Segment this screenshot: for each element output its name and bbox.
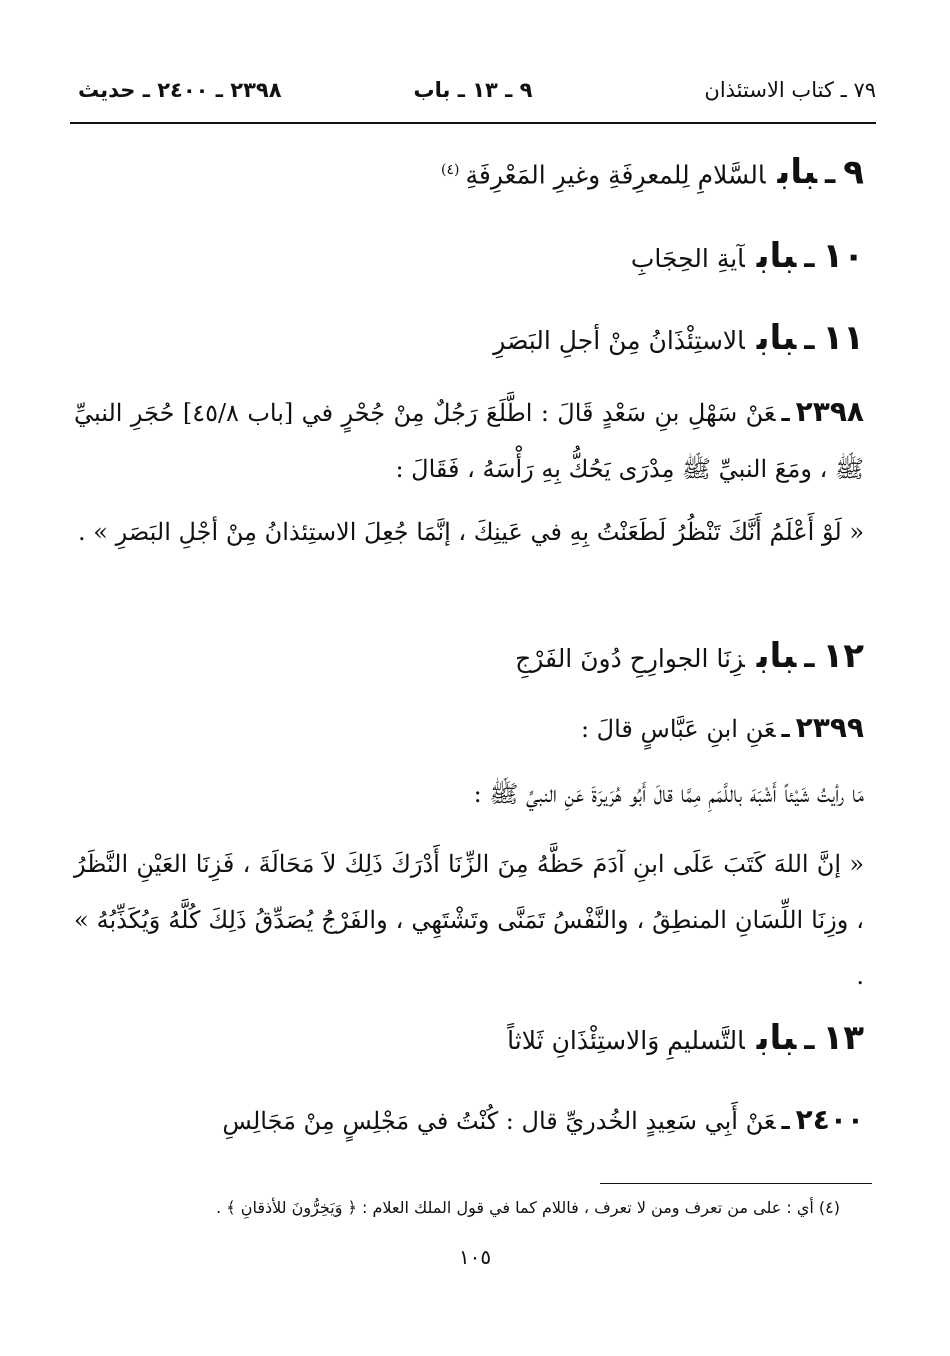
chapter-word: باب — [756, 318, 797, 358]
hadith-number: ٢٣٩٩ — [795, 711, 864, 744]
chapter-title: التَّسليمِ وَالاستِئْذَانِ ثَلاثاً — [507, 1026, 745, 1055]
hadith-2399 — [74, 700, 864, 757]
footnote: (٤) أي : على من تعرف ومن لا تعرف ، فاللام كما في قول الملك العلام : ﴿ وَيَخِرُّونَ للأذقانِ ﴾ . — [216, 1198, 840, 1217]
hadith-intro: عَنْ أَبِي سَعِيدٍ الخُدريِّ قال : كُنْتُ في مَجْلِسٍ مِنْ مَجَالِسِ — [222, 1107, 776, 1135]
footnote-marker[interactable]: (٤) — [441, 162, 460, 178]
chapter-word: باب — [756, 636, 797, 676]
chapter-heading-12 — [74, 636, 864, 679]
chapter-dash: ـ — [824, 156, 836, 192]
chapter-number: ١٠ — [822, 236, 864, 276]
chapter-dash: ـ — [804, 240, 815, 275]
chapter-word: باب — [756, 236, 797, 276]
header-chapter-range: ٩ ـ ١٣ ـ باب — [413, 78, 533, 102]
chapter-number: ١١ — [822, 318, 864, 358]
hadith-dash: ـ — [781, 715, 790, 743]
chapter-heading-11 — [74, 318, 864, 361]
chapter-title: آيةِ الحِجَابِ — [630, 244, 745, 273]
header-divider — [70, 122, 876, 124]
chapter-title: زِنَا الجوارِحِ دُونَ الفَرْجِ — [515, 644, 745, 673]
chapter-dash: ـ — [804, 322, 815, 357]
chapter-dash: ـ — [804, 640, 815, 675]
hadith-2398-text: « لَوْ أَعْلَمُ أَنَّكَ تَنْظُرُ لَطَعَنْتُ بِهِ في عَينِكَ ، إنَّمَا جُعِلَ الاستِئذانُ مِنْ أجْلِ البَصَرِ » . — [78, 518, 864, 546]
hadith-2400 — [74, 1092, 864, 1149]
hadith-intro-continued: حُجَرِ النبيِّ ﷺ ، ومَعَ النبيِّ ﷺ مِدْرَى يَحُكُّ بِهِ رَأْسَهُ ، فَقَالَ : — [74, 399, 864, 483]
header-book-title: ٧٩ ـ كتاب الاستئذان — [704, 78, 876, 102]
hadith-2399-narration: مَا رأيتُ شَيْئاً أَشْبَهَ باللَّمَمِ مِمَّا قالَ أَبُو هُرَيرَةَ عَنِ النبيِّ ﷺ : — [473, 780, 864, 808]
chapter-heading-9 — [74, 150, 864, 195]
hadith-dash: ـ — [781, 399, 790, 427]
chapter-word: باب — [756, 1018, 797, 1058]
chapter-number: ١٢ — [822, 636, 864, 676]
chapter-number: ١٣ — [822, 1018, 864, 1058]
chapter-number: ٩ — [843, 152, 864, 193]
hadith-intro: عَنْ سَهْلِ بنِ سَعْدٍ قَالَ : اطَّلَعَ رَجُلٌ مِنْ جُحْرٍ في — [301, 399, 776, 427]
hadith-2398 — [74, 384, 864, 497]
chapter-heading-13 — [74, 1018, 864, 1061]
chapter-heading-10 — [74, 236, 864, 279]
chapter-title: الاستِئْذَانُ مِنْ أجلِ البَصَرِ — [493, 326, 745, 355]
page-number: ١٠٥ — [458, 1245, 492, 1269]
hadith-intro: عَنِ ابنِ عَبَّاسٍ قالَ : — [580, 715, 776, 743]
footnote-divider — [600, 1183, 872, 1184]
hadith-number: ٢٣٩٨ — [795, 395, 865, 428]
chapter-title: السَّلامِ لِلمعرِفَةِ وغيرِ المَعْرِفَةِ — [465, 160, 766, 190]
hadith-number: ٢٤٠٠ — [795, 1103, 864, 1136]
cross-reference: [باب ٤٥/٨] — [182, 399, 294, 427]
chapter-dash: ـ — [804, 1022, 815, 1057]
running-header — [70, 78, 876, 112]
hadith-2399-text: « إنَّ اللهَ كَتَبَ عَلَى ابنِ آدَمَ حَظَّهُ مِنَ الزِّنَا أَدْرَكَ ذَلِكَ لاَ مَحَالَةَ ، فَزِنَا العَيْنِ النَّظَرُ ، وزِنَا اللِّسَانِ المنطِقُ ، والنَّفْسُ تَمَنَّى وتَشْتَهِي ، والفَرْجُ يُصَدِّقُ ذَلِكَ كُلَّهُ وَيُكَذِّبُهُ » . — [74, 850, 864, 990]
chapter-word: باب — [777, 152, 817, 193]
hadith-dash: ـ — [781, 1107, 790, 1135]
header-hadith-range: ٢٣٩٨ ـ ٢٤٠٠ ـ حديث — [78, 78, 282, 102]
